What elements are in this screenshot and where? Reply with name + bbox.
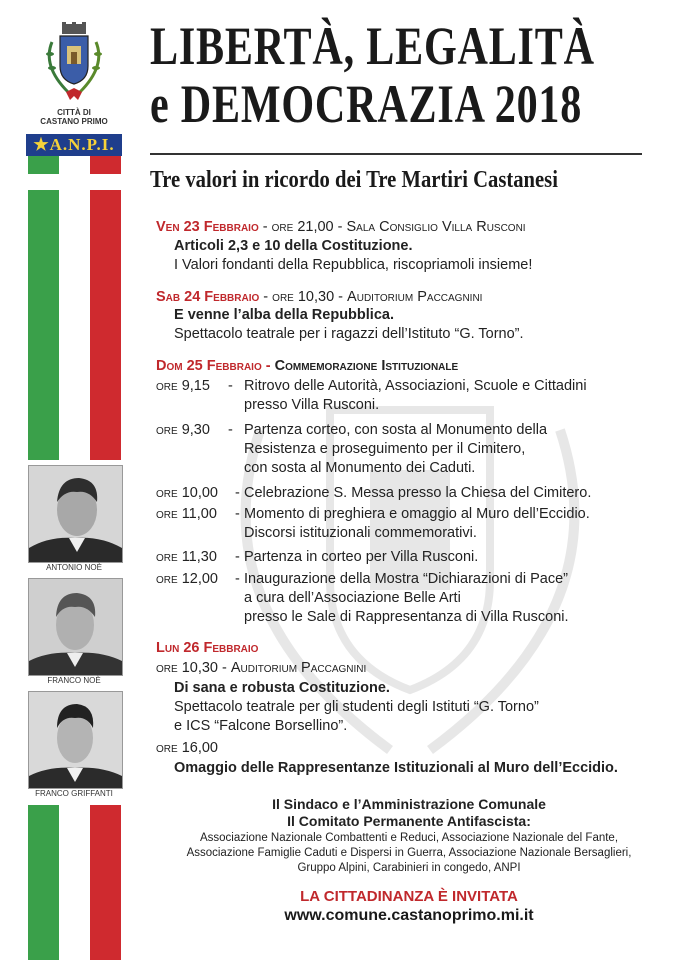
- event-day: Sab 24 Febbraio: [156, 289, 260, 305]
- footer-associations: Associazione Nazionale Combattenti e Reduci, Associazione Nazionale del Fante,: [199, 832, 619, 844]
- schedule-line: presso le Sale di Rappresentanza di Villa Rusconi.: [244, 609, 569, 625]
- schedule-dash: -: [235, 549, 240, 565]
- schedule-time: ore 10,00: [156, 485, 218, 501]
- event-day: Ven 23 Febbraio: [156, 219, 259, 235]
- city-crest-emblem: [38, 22, 110, 106]
- portrait-name: FRANCO GRIFFANTI: [35, 789, 113, 798]
- invitation-text: LA CITTADINANZA È INVITATA: [300, 888, 518, 905]
- event-place: Auditorium Paccagnini: [347, 289, 483, 305]
- page-title-line-1: LIBERTÀ, LEGALITÀ: [150, 16, 595, 76]
- event-time: ore 10,30: [156, 660, 218, 676]
- schedule-time: ore 12,00: [156, 571, 218, 587]
- event-1-header: [156, 218, 526, 236]
- schedule-line: con sosta al Monumento dei Caduti.: [244, 460, 476, 476]
- separator: -: [258, 219, 272, 235]
- separator: -: [333, 219, 347, 235]
- event-place: Auditorium Paccagnini: [230, 660, 367, 676]
- flag-stripe-top: [28, 190, 121, 460]
- separator: -: [261, 358, 275, 374]
- schedule-dash: -: [235, 485, 240, 501]
- separator: -: [259, 289, 273, 305]
- schedule-dash: -: [235, 506, 240, 522]
- flag-stripe-bottom: [28, 805, 121, 960]
- schedule-dash: -: [228, 378, 233, 394]
- event-day: Dom 25 Febbraio: [156, 358, 262, 374]
- website-link[interactable]: www.comune.castanoprimo.mi.it: [284, 907, 534, 924]
- event-4-day: Lun 26 Febbraio: [156, 640, 259, 656]
- schedule-line: Discorsi istituzionali commemorativi.: [244, 525, 477, 541]
- event-description: I Valori fondanti della Repubblica, riscopriamoli insieme!: [174, 257, 533, 273]
- event-title: Di sana e robusta Costituzione.: [174, 680, 390, 696]
- schedule-time: ore 11,30: [156, 549, 217, 565]
- city-name: [22, 108, 126, 126]
- schedule-dash: -: [235, 571, 240, 587]
- event-title: Commemorazione Istituzionale: [274, 358, 459, 374]
- event-3-header: [156, 357, 458, 375]
- event-description: Spettacolo teatrale per i ragazzi dell’Istituto “G. Torno”.: [174, 326, 524, 342]
- schedule-time: ore 9,30: [156, 422, 210, 438]
- event-time: ore 16,00: [156, 740, 218, 756]
- schedule-line: Partenza in corteo per Villa Rusconi.: [244, 549, 479, 565]
- event-4-header: ore 10,30 - Auditorium Paccagnini: [156, 660, 367, 676]
- star-icon: ★: [33, 135, 50, 154]
- separator: -: [334, 289, 348, 305]
- schedule-time: ore 11,00: [156, 506, 217, 522]
- event-2-header: [156, 288, 482, 306]
- page-title-line-2: e DEMOCRAZIA 2018: [150, 74, 583, 134]
- schedule-line: a cura dell’Associazione Belle Arti: [244, 590, 461, 606]
- portrait-name: ANTONIO NOÈ: [46, 563, 102, 572]
- portrait-photo: [28, 691, 123, 789]
- schedule-line: Inaugurazione della Mostra “Dichiarazioni di Pace”: [244, 571, 568, 587]
- schedule-line: Partenza corteo, con sosta al Monumento della: [244, 422, 548, 438]
- schedule-line: Momento di preghiera e omaggio al Muro dell’Eccidio.: [244, 506, 590, 522]
- city-line-1: CITTÀ DI: [57, 108, 91, 117]
- schedule-time: ore 9,15: [156, 378, 210, 394]
- footer-committee: Il Comitato Permanente Antifascista:: [287, 813, 531, 829]
- portrait-photo: [28, 578, 123, 676]
- footer-mayor: Il Sindaco e l’Amministrazione Comunale: [272, 796, 546, 812]
- portrait-name: FRANCO NOÈ: [47, 676, 101, 685]
- anpi-label: A.N.P.I.: [49, 135, 115, 154]
- event-description: Spettacolo teatrale per gli studenti degli Istituti “G. Torno”: [174, 699, 539, 715]
- footer-associations: Gruppo Alpini, Carabinieri in congedo, ANPI: [297, 862, 521, 874]
- schedule-line: Resistenza e proseguimento per il Cimitero,: [244, 441, 526, 457]
- flag-stripe-small: [28, 156, 121, 174]
- event-title: E venne l’alba della Repubblica.: [174, 307, 394, 323]
- event-time: ore 21,00: [271, 219, 334, 235]
- city-line-2: CASTANO PRIMO: [40, 117, 108, 126]
- event-time: ore 10,30: [272, 289, 335, 305]
- event-description: e ICS “Falcone Borsellino”.: [174, 718, 348, 734]
- schedule-line: Celebrazione S. Messa presso la Chiesa del Cimitero.: [244, 485, 592, 501]
- anpi-badge: [26, 134, 122, 156]
- event-title: Articoli 2,3 e 10 della Costituzione.: [174, 238, 413, 254]
- portrait-photo: [28, 465, 123, 563]
- subtitle: Tre valori in ricordo dei Tre Martiri Castanesi: [150, 167, 558, 193]
- schedule-line: Ritrovo delle Autorità, Associazioni, Scuole e Cittadini: [244, 378, 587, 394]
- event-place: Sala Consiglio Villa Rusconi: [346, 219, 526, 235]
- schedule-line: presso Villa Rusconi.: [244, 397, 380, 413]
- footer-associations: Associazione Famiglie Caduti e Dispersi in Guerra, Associazione Nazionale Bersaglieri,: [186, 847, 632, 859]
- title-divider: [150, 153, 642, 155]
- schedule-dash: -: [228, 422, 233, 438]
- event-title: Omaggio delle Rappresentanze Istituzionali al Muro dell’Eccidio.: [174, 760, 618, 776]
